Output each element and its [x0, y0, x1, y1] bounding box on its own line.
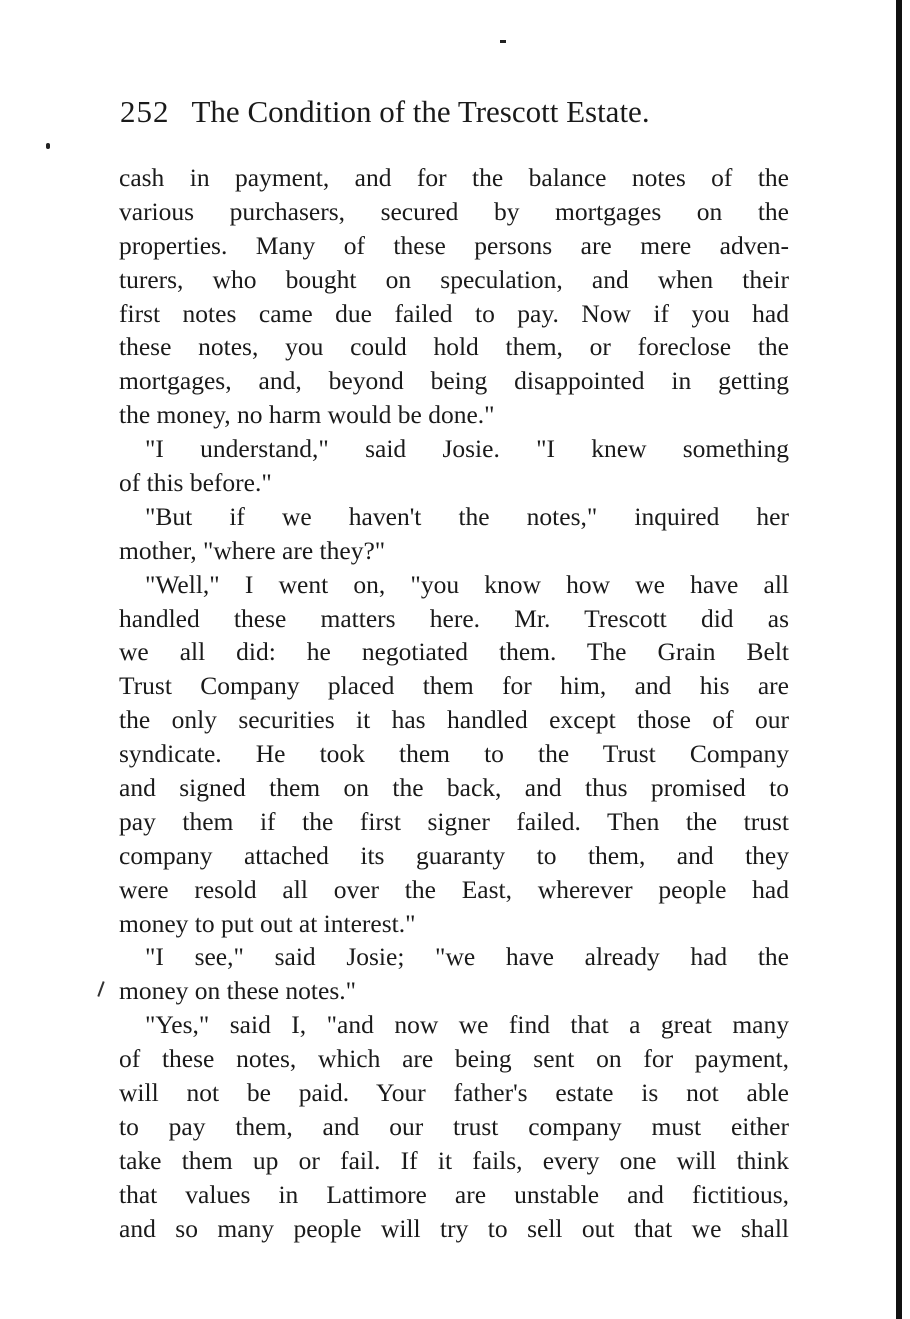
text-line: the money, no harm would be done."	[119, 400, 495, 430]
text-line: money on these notes."	[119, 976, 357, 1006]
text-line: we all did: he negotiated them. The Grain Belt	[119, 637, 789, 667]
text-line: various purchasers, secured by mortgages on the	[119, 196, 789, 226]
text-line: first notes came due failed to pay. Now if you had	[119, 298, 789, 328]
text-line: properties. Many of these persons are mere adven-	[119, 230, 789, 260]
text-line: and signed them on the back, and thus promised to	[119, 773, 789, 803]
running-title: The Condition of the Trescott Estate.	[191, 94, 650, 129]
text-line: of this before."	[119, 468, 272, 498]
text-line: cash in payment, and for the balance notes of the	[119, 163, 789, 192]
text-line: to pay them, and our trust company must either	[119, 1111, 789, 1141]
text-line: will not be paid. Your father's estate is not able	[119, 1078, 789, 1108]
text-line: of these notes, which are being sent on for payment,	[119, 1044, 789, 1074]
text-line: "I understand," said Josie. "I knew something	[145, 434, 789, 464]
text-line: mortgages, and, beyond being disappointed in getting	[119, 366, 789, 396]
text-line: the only securities it has handled except those of our	[119, 705, 789, 735]
text-line: take them up or fail. If it fails, every one will think	[119, 1145, 789, 1175]
text-line: mother, "where are they?"	[119, 535, 386, 565]
text-line: and so many people will try to sell out that we shall	[119, 1213, 789, 1243]
text-line: these notes, you could hold them, or foreclose the	[119, 332, 789, 362]
text-line: money to put out at interest."	[119, 908, 416, 938]
text-line: Trust Company placed them for him, and his are	[119, 671, 789, 701]
page-edge-shadow	[896, 0, 902, 1319]
text-line: pay them if the first signer failed. Then the trust	[119, 806, 789, 836]
text-line: company attached its guaranty to them, and they	[119, 840, 789, 870]
text-line: "I see," said Josie; "we have already had the	[145, 942, 789, 972]
text-line: were resold all over the East, wherever people had	[119, 874, 789, 904]
page-number: 252	[120, 94, 170, 129]
ink-speck	[46, 143, 50, 149]
text-line: "But if we haven't the notes," inquired her	[145, 501, 789, 531]
text-line: syndicate. He took them to the Trust Company	[119, 739, 789, 769]
margin-pencil-mark	[97, 981, 104, 997]
text-line: "Yes," said I, "and now we find that a great many	[145, 1010, 789, 1040]
print-mark	[500, 40, 506, 43]
text-line: "Well," I went on, "you know how we have all	[145, 569, 789, 599]
running-header	[120, 88, 800, 136]
text-line: that values in Lattimore are unstable and fictitious,	[119, 1179, 789, 1209]
body-text	[119, 161, 789, 1246]
text-line: turers, who bought on speculation, and when their	[119, 264, 789, 294]
text-line: handled these matters here. Mr. Trescott did as	[119, 603, 789, 633]
